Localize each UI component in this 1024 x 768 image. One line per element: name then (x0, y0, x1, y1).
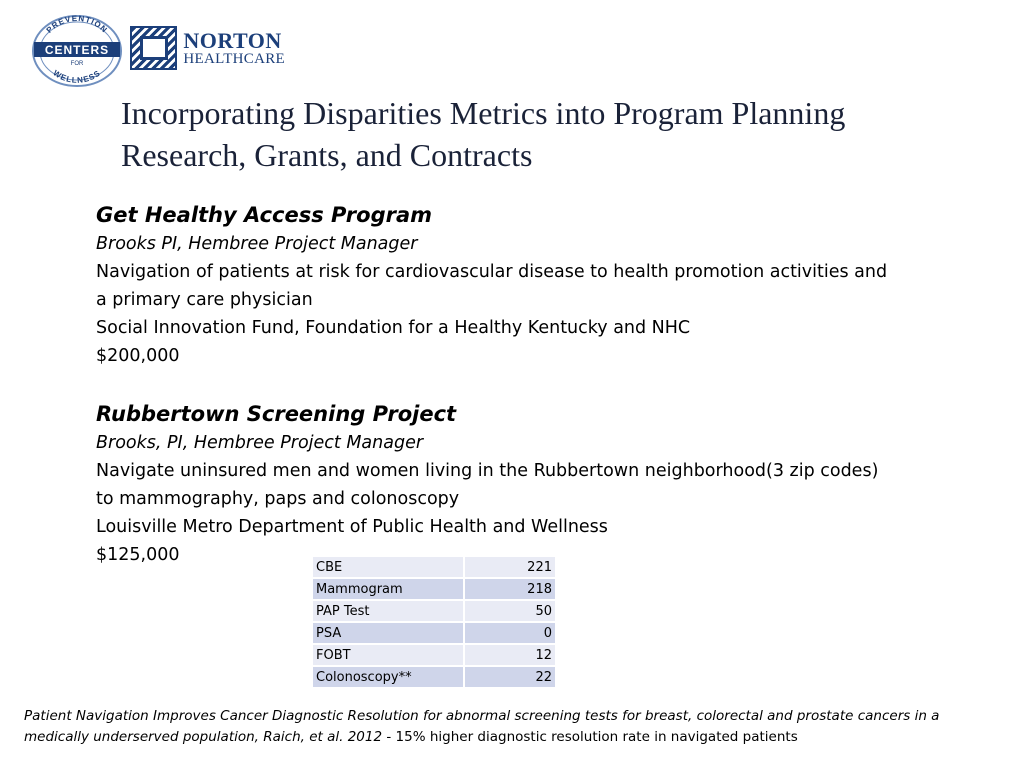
program-1-description-line2: a primary care physician (96, 290, 313, 310)
program-1-amount: $200,000 (96, 346, 180, 366)
table-row (313, 557, 556, 578)
citation-result-text: - 15% higher diagnostic resolution rate in navigated patients (382, 729, 798, 745)
logo-arc-bottom-text: WELLNESS (51, 68, 103, 85)
program-1-team: Brooks PI, Hembree Project Manager (96, 234, 418, 254)
citation-footnote (24, 706, 984, 748)
table-row (313, 644, 556, 666)
table-cell-value: 50 (464, 600, 556, 622)
table-cell-value: 12 (464, 644, 556, 666)
logo-main-text: CENTERS (44, 43, 110, 57)
program-1-funding: Social Innovation Fund, Foundation for a Healthy Kentucky and NHC (96, 318, 691, 338)
program-2-name: Rubbertown Screening Project (96, 402, 457, 426)
table-cell-label: Mammogram (313, 578, 464, 600)
table-cell-label: FOBT (313, 644, 464, 666)
table-row (313, 622, 556, 644)
norton-wordmark (183, 27, 285, 67)
section-spacer (96, 370, 956, 399)
logo-arc-top-text: PREVENTION (44, 14, 110, 35)
table-cell-value: 218 (464, 578, 556, 600)
program-2-funding: Louisville Metro Department of Public Health and Wellness (96, 517, 608, 537)
program-1-description-line1: Navigation of patients at risk for cardiovascular disease to health promotion activities and (96, 262, 888, 282)
table-row (313, 578, 556, 600)
program-2-description-line2: to mammography, paps and colonoscopy (96, 489, 460, 509)
table-cell-value: 22 (464, 666, 556, 688)
program-2-amount: $125,000 (96, 545, 180, 565)
table-cell-label: PSA (313, 622, 464, 644)
table-row (313, 600, 556, 622)
norton-line1: NORTON (183, 27, 282, 53)
table-cell-label: PAP Test (313, 600, 464, 622)
program-1-name: Get Healthy Access Program (96, 203, 433, 227)
citation-italic-text: Patient Navigation Improves Cancer Diagnostic Resolution for abnormal screening tests for breast, colorectal and prostate cancers in a medically underserved population, Raich, et al. 2012 (24, 708, 940, 745)
logo-mid-text: FOR (70, 61, 84, 67)
norton-line2: HEALTHCARE (183, 50, 285, 67)
program-2-team: Brooks, PI, Hembree Project Manager (96, 433, 424, 453)
table-cell-label: Colonoscopy** (313, 666, 464, 688)
norton-n-icon (130, 26, 177, 70)
norton-healthcare-logo (130, 24, 285, 72)
program-2-description-line1: Navigate uninsured men and women living in the Rubbertown neighborhood(3 zip codes) (96, 461, 879, 481)
title-line2: Research, Grants, and Contracts (121, 137, 533, 173)
table-row (313, 666, 556, 688)
slide-title (121, 92, 1001, 176)
table-cell-value: 221 (464, 557, 556, 578)
table-cell-value: 0 (464, 622, 556, 644)
screening-counts-table (313, 557, 557, 689)
slide-body (96, 200, 956, 569)
title-line1: Incorporating Disparities Metrics into Program Planning (121, 95, 846, 131)
table-cell-label: CBE (313, 557, 464, 578)
centers-for-wellness-logo (30, 14, 124, 88)
